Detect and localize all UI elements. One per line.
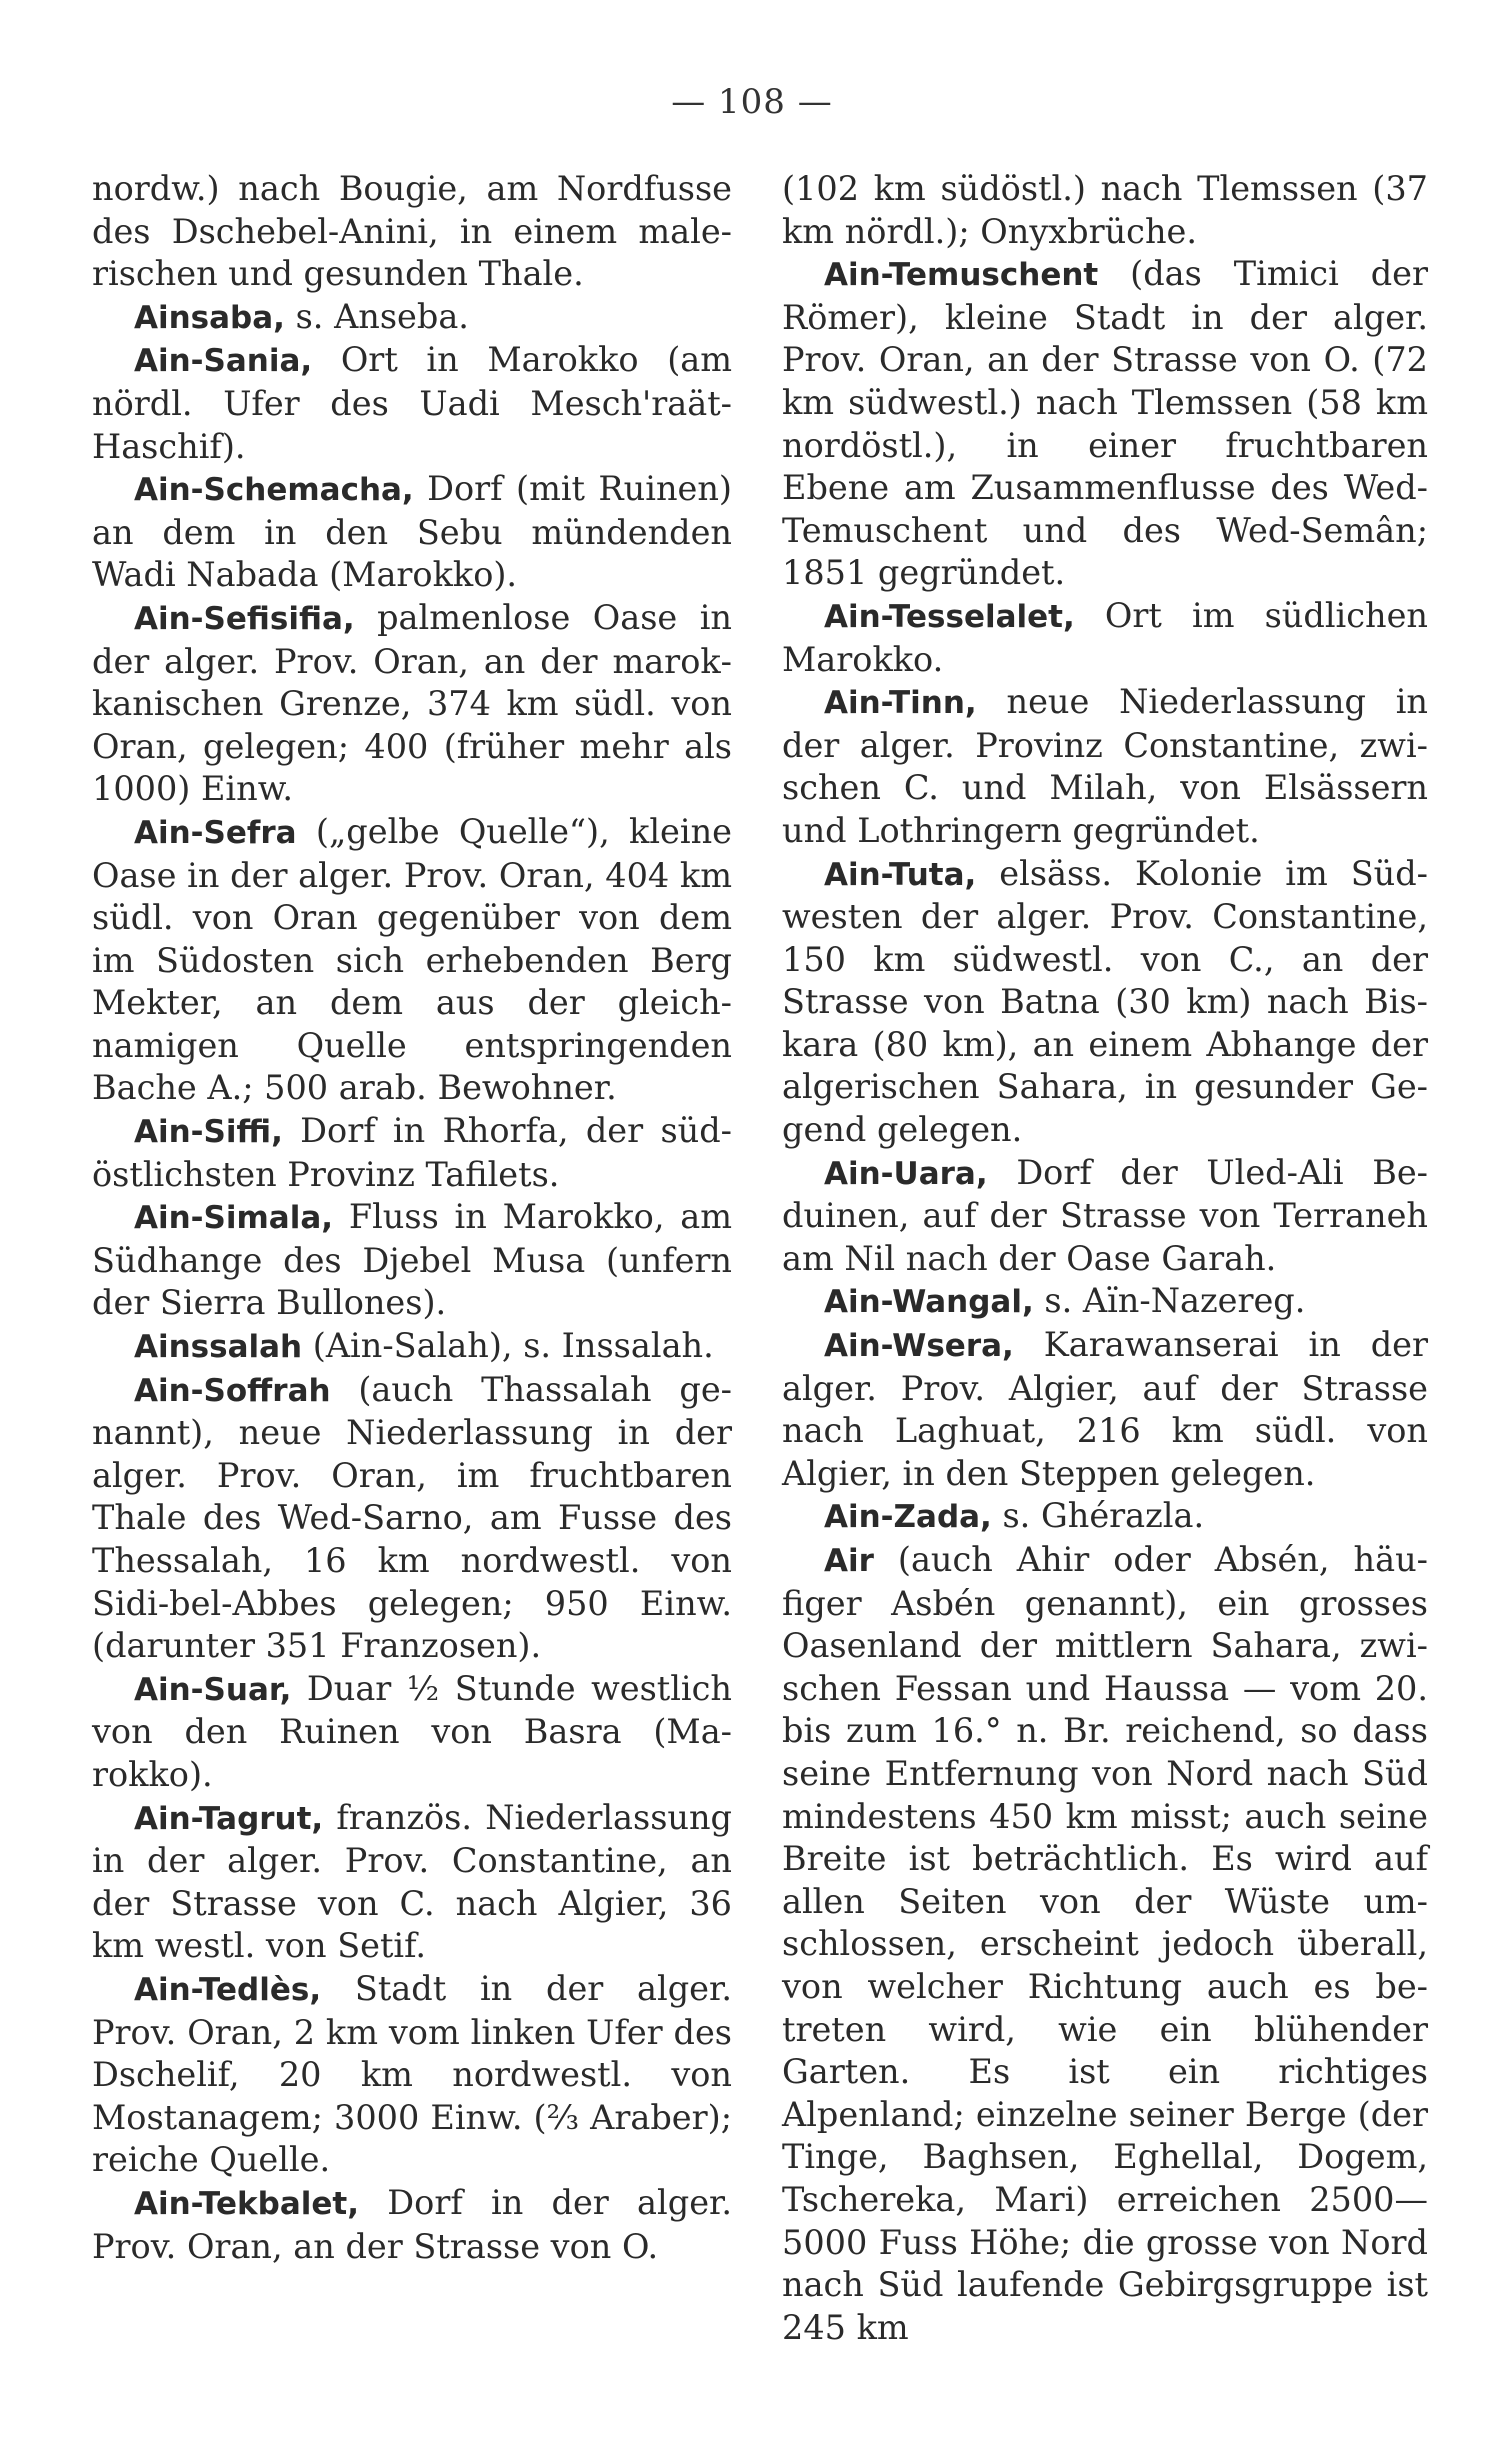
entry-text: Ort in Marokko (am nördl. Ufer des Uadi Mesch'raät-Haschif). [92, 340, 732, 466]
dictionary-entry [92, 1968, 732, 2182]
entry-text: Duar ½ Stunde westlich von den Ruinen von Basra (Marokko). [92, 1668, 732, 1794]
dictionary-entry [782, 1324, 1428, 1495]
entry-text: nordw.) nach Bougie, am Nordfusse des Dschebel-Anini, in einem malerischen und gesunden Thale. [92, 169, 732, 294]
entry-text: Karawanserai in der alger. Prov. Algier, auf der Strasse nach Laghuat, 216 km südl. von Algier, in den Steppen gelegen. [782, 1325, 1428, 1493]
entry-text: s. Anseba. [284, 296, 469, 336]
entry-headword: Ain-Sefisifia, [134, 600, 355, 637]
entry-text: palmenlose Oase in der alger. Prov. Oran, an der marokkanischen Grenze, 374 km südl. von Oran, gelegen; 400 (früher mehr als 1000) Einw. [92, 597, 732, 809]
dictionary-entry [92, 1797, 732, 1968]
entry-text: französ. Niederlassung in der alger. Prov. Constantine, an der Strasse von C. nach Algier, 36 km westl. von Setif. [92, 1797, 732, 1966]
dictionary-entry [92, 597, 732, 811]
entry-text: Dorf in Rhorfa, der südöstlichsten Provinz Tafilets. [92, 1111, 732, 1194]
dictionary-entry [782, 853, 1428, 1152]
entry-headword: Ain-Tuta, [824, 856, 977, 893]
right-column [782, 168, 1428, 2349]
entry-text: (auch Ahir oder Absén, häufiger Asbén genannt), ein grosses Oasenland der mittlern Sahara, zwischen Fessan und Haussa — vom 20. bis zum 16.° n. Br. reichend, so dass seine Entfernung von Nord nach Süd mindestens 450 km misst; auch seine Breite ist beträchtlich. Es wird auf allen Seiten von der Wüste umschlossen, erscheint jedoch überall, von welcher Richtung auch es betreten wird, wie ein blühender Garten. Es ist ein richtiges Alpenland; einzelne seiner Berge (der Tinge, Baghsen, Eghellal, Dogem, Tschereka, Mari) erreichen 2500—5000 Fuss Höhe; die grosse von Nord nach Süd laufende Gebirgsgruppe ist 245 km [782, 1540, 1428, 2347]
entry-headword: Ainsaba, [134, 299, 285, 336]
entry-text: (das Timici der Römer), kleine Stadt in der alger. Prov. Oran, an der Strasse von O. (72 km südwestl.) nach Tlemssen (58 km nordöstl.), in einer fruchtbaren Ebene am Zusammenflusse des Wed-Temuschent und des Wed-Semân; 1851 gegründet. [782, 254, 1428, 593]
entry-headword: Ain-Tedlès, [134, 1971, 322, 2008]
dictionary-entry [92, 2182, 732, 2268]
entry-headword: Ain-Wangal, [824, 1284, 1034, 1321]
dictionary-entry [92, 1110, 732, 1196]
entry-headword: Ain-Simala, [134, 1200, 334, 1237]
dictionary-entry [92, 468, 732, 597]
entry-text: s. Aïn-Nazereg. [1033, 1281, 1306, 1321]
entry-headword: Ain-Tinn, [824, 685, 977, 722]
dictionary-entry [92, 1369, 732, 1668]
entry-text: elsäss. Kolonie im Südwesten der alger. Prov. Constantine, 150 km südwestl. von C., an der Strasse von Batna (30 km) nach Biskara (80 km), an einem Abhange der algerischen Sahara, in gesunder Gegend gelegen. [782, 853, 1428, 1150]
dictionary-entry [92, 339, 732, 468]
dictionary-entry [782, 681, 1428, 852]
entry-headword: Ainssalah [134, 1329, 303, 1366]
entry-headword: Ain-Tesselalet, [824, 598, 1075, 635]
entry-headword: Ain-Wsera, [824, 1328, 1014, 1365]
page-number: — 108 — [671, 82, 833, 122]
entry-text: Fluss in Marokko, am Südhange des Djebel Musa (unfern der Sierra Bullones). [92, 1197, 732, 1323]
dictionary-entry [92, 811, 732, 1110]
entry-text: Ort im südlichen Marokko. [782, 595, 1428, 679]
entry-headword: Ain-Tagrut, [134, 1800, 324, 1837]
left-column [92, 168, 732, 2268]
dictionary-entry [782, 595, 1428, 681]
entry-headword: Ain-Sania, [134, 343, 313, 380]
dictionary-entry [782, 168, 1428, 253]
entry-text: Stadt in der alger. Prov. Oran, 2 km vom linken Ufer des Dschelif, 20 km nordwestl. von Mostanagem; 3000 Einw. (⅔ Araber); reiche Quelle. [92, 1968, 732, 2180]
entry-text: Dorf der Uled-Ali Beduinen, auf der Strasse von Terraneh am Nil nach der Oase Garah. [782, 1152, 1428, 1278]
entry-text: (auch Thassalah genannt), neue Niederlassung in der alger. Prov. Oran, im fruchtbaren Thale des Wed-Sarno, am Fusse des Thessalah, 16 km nordwestl. von Sidi-bel-Abbes gelegen; 950 Einw. (darunter 351 Franzosen). [92, 1369, 732, 1666]
entry-headword: Ain-Schemacha, [134, 472, 414, 509]
entry-text: (Ain-Salah), s. Inssalah. [302, 1326, 714, 1366]
dictionary-entry [92, 1325, 732, 1369]
entry-headword: Ain-Soffrah [134, 1372, 331, 1409]
entry-text: (102 km südöstl.) nach Tlemssen (37 km nördl.); Onyxbrüche. [782, 169, 1428, 251]
entry-headword: Ain-Zada, [824, 1499, 992, 1536]
dictionary-entry [92, 1668, 732, 1797]
entry-headword: Ain-Siffi, [134, 1114, 283, 1151]
dictionary-entry [782, 1539, 1428, 2349]
entry-text: neue Niederlassung in der alger. Provinz Constantine, zwischen C. und Milah, von Elsässern und Lothringern gegründet. [782, 682, 1428, 850]
entry-headword: Air [824, 1543, 874, 1579]
entry-text: Dorf in der alger. Prov. Oran, an der Strasse von O. [92, 2182, 732, 2266]
dictionary-entry [92, 168, 732, 296]
entry-text: Dorf (mit Ruinen) an dem in den Sebu mündenden Wadi Nabada (Marokko). [92, 469, 732, 595]
entry-text: („gelbe Quelle“), kleine Oase in der alger. Prov. Oran, 404 km südl. von Oran gegenüber von dem im Südosten sich erhebenden Berg Mekter, an dem aus der gleichnamigen Quelle entspringenden Bache A.; 500 arab. Bewohner. [92, 811, 732, 1108]
entry-headword: Ain-Sefra [134, 814, 297, 851]
dictionary-entry [782, 1495, 1428, 1539]
entry-headword: Ain-Tekbalet, [134, 2185, 360, 2222]
entry-text: s. Ghérazla. [991, 1496, 1205, 1536]
dictionary-entry [782, 253, 1428, 595]
dictionary-entry [782, 1280, 1428, 1324]
dictionary-entry [92, 296, 732, 340]
entry-headword: Ain-Uara, [824, 1155, 988, 1192]
entry-headword: Ain-Suar, [134, 1671, 292, 1708]
entry-headword: Ain-Temuschent [824, 257, 1099, 294]
dictionary-entry [782, 1152, 1428, 1281]
dictionary-entry [92, 1196, 732, 1325]
